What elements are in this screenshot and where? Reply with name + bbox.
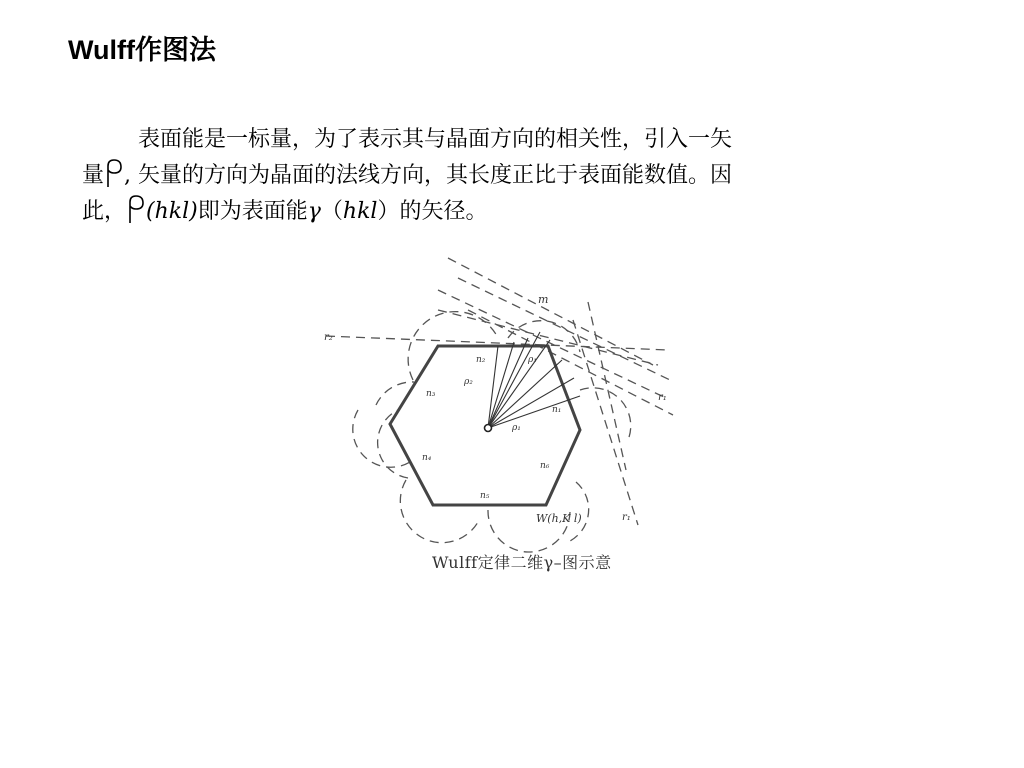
label-rho2: ρ₂ xyxy=(464,377,473,387)
paragraph-line-2: 量 , 矢量的方向为晶面的法线方向，其长度正比于表面能数值。因 xyxy=(82,158,942,194)
miller-index: (hkl) xyxy=(146,199,198,224)
gamma-symbol: γ xyxy=(307,199,321,224)
ray-line xyxy=(438,310,658,365)
label-n3: n₃ xyxy=(426,389,436,399)
label-n4: n₄ xyxy=(422,453,432,463)
paragraph-line-1: 表面能是一标量，为了表示其与晶面方向的相关性，引入一矢 xyxy=(138,127,733,152)
figure-caption: Wulff定律二维γ–图示意 xyxy=(432,553,612,572)
vector-line xyxy=(488,360,562,428)
label-w: W(h,K l) xyxy=(536,512,582,525)
ray-line xyxy=(458,278,670,380)
label-r1: r₁ xyxy=(658,392,667,403)
label-rho1: ρ₁ xyxy=(512,423,521,433)
label-r-lower: r₁ xyxy=(622,512,631,523)
label-n6: n₆ xyxy=(540,461,550,471)
label-n5: n₅ xyxy=(480,491,490,501)
ray-line xyxy=(573,320,638,525)
ray-line xyxy=(588,302,626,470)
ray-line xyxy=(326,336,668,350)
label-r2: r₂ xyxy=(324,332,333,343)
gamma-plot-arc xyxy=(580,388,631,440)
label-n2: n₂ xyxy=(476,355,486,365)
label-n1: n₁ xyxy=(552,405,562,415)
label-rho3: ρ₁ xyxy=(528,355,537,365)
gamma-plot-arc xyxy=(400,480,478,543)
rho-symbol-icon xyxy=(126,194,146,224)
label-m: m xyxy=(538,293,549,306)
page-title: Wulff作图法 xyxy=(68,35,216,65)
intro-paragraph xyxy=(82,122,942,230)
center-point xyxy=(485,425,492,432)
rho-symbol-icon xyxy=(104,158,124,188)
wulff-diagram xyxy=(318,250,690,580)
paragraph-line-3: 此， (hkl)即为表面能γ（hkl）的矢径。 xyxy=(82,194,942,230)
